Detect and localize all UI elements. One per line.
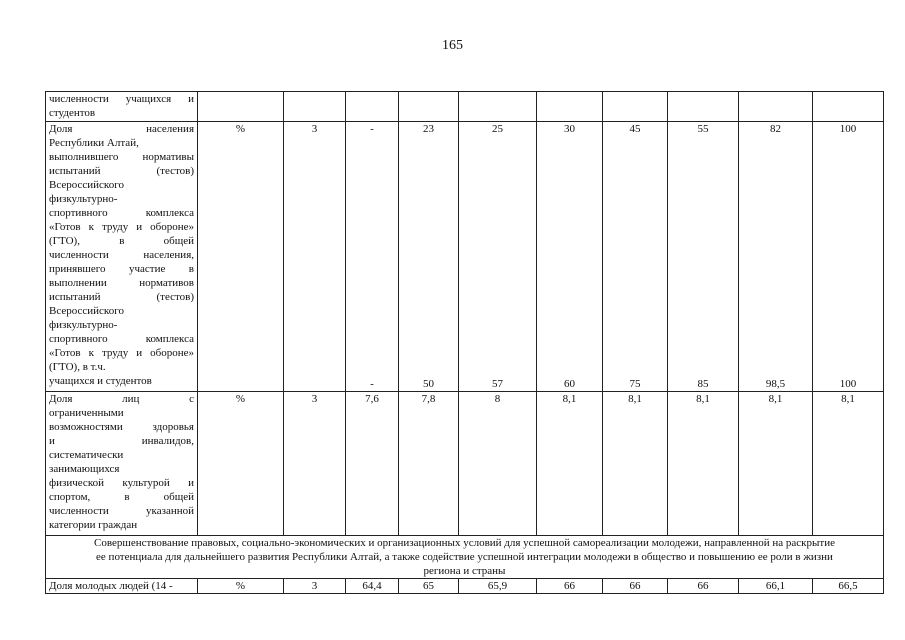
value-cell: - - (346, 122, 399, 392)
value-cell (399, 92, 459, 122)
value-cell: 55 85 (668, 122, 739, 392)
indicator-cell: Доля молодых людей (14 - (46, 579, 198, 594)
value-cell: 65 (399, 579, 459, 594)
value-cell: 66,1 (739, 579, 813, 594)
table-row (46, 92, 884, 122)
unit-cell: % (198, 579, 284, 594)
value-cell: 8,1 (603, 392, 668, 536)
value-cell: 25 57 (459, 122, 537, 392)
unit-cell: % (198, 122, 284, 392)
value-cell: 100 100 (813, 122, 884, 392)
indicator-cell: Доля лиц с ограниченными возможностями здоровья и инвалидов, систематически занимающихся физической культурой и спортом, в общей численности указанной категории граждан (46, 392, 198, 536)
value-cell: 65,9 (459, 579, 537, 594)
value-cell: 23 50 (399, 122, 459, 392)
value-cell (603, 92, 668, 122)
value-cell: 7,8 (399, 392, 459, 536)
value-cell: 8,1 (668, 392, 739, 536)
code-cell: 3 (284, 579, 346, 594)
value-cell (459, 92, 537, 122)
indicator-cell: численности учащихся и студентов (46, 92, 198, 122)
value-cell: 66,5 (813, 579, 884, 594)
value-cell: 8 (459, 392, 537, 536)
value-cell: 8,1 (537, 392, 603, 536)
unit-cell (198, 92, 284, 122)
table-row (46, 392, 884, 536)
value-cell: 7,6 (346, 392, 399, 536)
value-cell: 82 98,5 (739, 122, 813, 392)
value-cell: 30 60 (537, 122, 603, 392)
value-cell (813, 92, 884, 122)
value-cell (739, 92, 813, 122)
value-cell (537, 92, 603, 122)
indicator-cell: Доля населения Республики Алтай, выполнившего нормативы испытаний (тестов) Всероссийского физкультурно- спортивного комплекса «Готов к труду и обороне» (ГТО), в общей численности населения, принявшего участие в выполнении нормативов испытаний (тестов) Всероссийского физкультурно- спортивного комплекса «Готов к труду и обороне» (ГТО), в т.ч. учащихся и студентов (46, 122, 198, 392)
table-row (46, 122, 884, 392)
section-row (46, 536, 884, 579)
value-cell: 66 (668, 579, 739, 594)
indicators-table (45, 91, 884, 594)
code-cell: 3 (284, 122, 346, 392)
sub-indicator: учащихся и студентов (49, 375, 152, 387)
value-cell: 8,1 (739, 392, 813, 536)
page-number: 165 (442, 38, 463, 53)
value-cell: 64,4 (346, 579, 399, 594)
value-cell: 66 (603, 579, 668, 594)
code-cell: 3 (284, 392, 346, 536)
unit-cell: % (198, 392, 284, 536)
value-cell (346, 92, 399, 122)
value-cell: 66 (537, 579, 603, 594)
section-header: Совершенствование правовых, социально-экономических и организационных условий для успешной самореализации молодежи, направленной на раскрытие ее потенциала для дальнейшего развития Республики Алтай, а также содействие успешной интеграции молодежи в общество и повышению ее роли в жизни региона и страны (46, 536, 884, 579)
value-cell: 45 75 (603, 122, 668, 392)
code-cell (284, 92, 346, 122)
value-cell (668, 92, 739, 122)
table-row (46, 579, 884, 594)
value-cell: 8,1 (813, 392, 884, 536)
